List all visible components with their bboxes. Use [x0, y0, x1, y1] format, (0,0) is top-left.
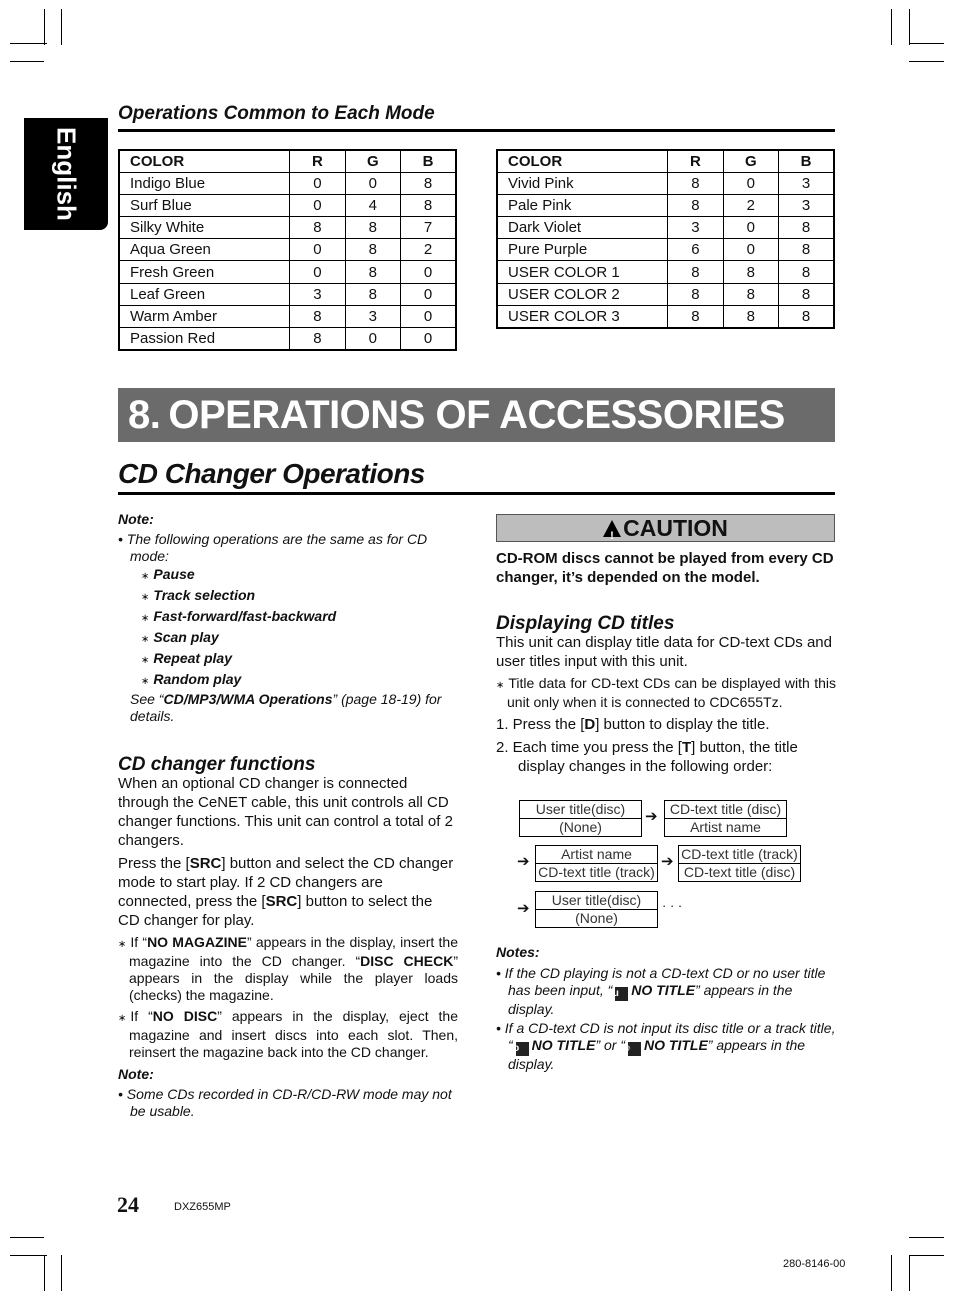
- title-rule: [118, 492, 835, 495]
- ast2-bold: NO DISC: [152, 1008, 218, 1024]
- table-header: COLOR: [497, 150, 668, 172]
- crop-mark: [909, 43, 944, 44]
- op-item: ∗ Repeat play: [118, 649, 458, 670]
- diagram-line: CD-text title (disc): [679, 863, 800, 881]
- table-cell: 8: [668, 305, 723, 327]
- n1-a: If the CD playing is not a CD-text CD or no user title has been input, “: [504, 965, 826, 998]
- step2-a: 2. Each time you press the [: [496, 739, 682, 756]
- step1-a: 1. Press the [: [496, 716, 585, 733]
- step2-b: ] button, the title display changes in the following order:: [518, 739, 798, 775]
- table-row: [119, 283, 456, 305]
- table-cell: 0: [723, 217, 778, 239]
- para2-a: Press the [: [118, 855, 190, 872]
- table-cell: 8: [345, 217, 400, 239]
- see-bold: CD/MP3/WMA Operations: [163, 691, 333, 707]
- arrow-right-icon: ➔: [517, 853, 530, 870]
- table-cell: 8: [723, 261, 778, 283]
- crop-mark: [909, 1255, 944, 1256]
- table-header-row: [119, 150, 456, 172]
- titles-heading: Displaying CD titles: [496, 613, 675, 634]
- table-cell: 8: [401, 194, 456, 216]
- disc-icon: o: [516, 1042, 529, 1056]
- table-cell: Fresh Green: [119, 261, 290, 283]
- table-cell: 8: [723, 283, 778, 305]
- section-header: Operations Common to Each Mode: [118, 103, 435, 124]
- op-item: ∗ Pause: [118, 565, 458, 586]
- ast2-b: ” appears in the display, eject the magazine and insert discs into each slot. Then, reinsert the magazine back into the CD changer.: [129, 1008, 458, 1060]
- music-note-icon: ♪: [628, 1042, 641, 1056]
- table-cell: 3: [779, 194, 834, 216]
- table-cell: Aqua Green: [119, 239, 290, 261]
- table-cell: 8: [668, 283, 723, 305]
- op-item: ∗ Fast-forward/fast-backward: [118, 607, 458, 628]
- note-item: • If a CD-text CD is not input its disc title or a track title, “o NO TITLE” or “♪ NO TITLE” appears in the display.: [496, 1020, 836, 1072]
- crop-mark: [10, 1255, 47, 1256]
- step-1: [496, 715, 836, 734]
- table-cell: 0: [290, 172, 345, 194]
- note-text: • The following operations are the same as for CD mode:: [118, 531, 428, 564]
- document-code: 280-8146-00: [783, 1258, 846, 1270]
- arrow-right-icon: ➔: [661, 853, 674, 870]
- n2-mid: ” or “: [595, 1037, 626, 1053]
- table-row: [497, 283, 834, 305]
- table-cell: 0: [401, 283, 456, 305]
- table-cell: 0: [345, 328, 400, 350]
- para2-c: ] button to select the CD changer for play.: [118, 893, 433, 929]
- table-header: G: [723, 150, 778, 172]
- table-cell: 8: [401, 172, 456, 194]
- table-cell: 8: [723, 305, 778, 327]
- table-cell: Indigo Blue: [119, 172, 290, 194]
- left-column: [118, 510, 458, 1120]
- diagram-line: (None): [536, 909, 657, 927]
- language-tab-label: English: [51, 127, 82, 221]
- asterisk-note: ∗ If “NO MAGAZINE” appears in the display, insert the magazine into the CD changer. “DISC CHECK” appears in the display while the player loads (checks) the magazine.: [118, 934, 458, 1003]
- table-cell: 0: [290, 194, 345, 216]
- table-cell: 3: [668, 217, 723, 239]
- table-header: COLOR: [119, 150, 290, 172]
- color-table-right: [496, 149, 835, 329]
- ast1-b: ” appears in the display, insert the magazine into the CD changer. “: [129, 934, 458, 969]
- step-2: [496, 738, 836, 776]
- table-cell: 3: [345, 305, 400, 327]
- page-number: 24: [117, 1192, 139, 1217]
- diagram-box: [664, 800, 787, 837]
- table-cell: Pure Purple: [497, 239, 668, 261]
- caution-title: CAUTION: [623, 515, 728, 541]
- n2-bold2: NO TITLE: [644, 1037, 708, 1053]
- ast1-bold2: DISC CHECK: [360, 953, 454, 969]
- diagram-line: Artist name: [561, 846, 632, 862]
- n2-bold1: NO TITLE: [531, 1037, 596, 1053]
- diagram-box: [535, 891, 658, 928]
- table-row: [119, 261, 456, 283]
- ast1-bold1: NO MAGAZINE: [147, 934, 247, 950]
- table-row: [497, 172, 834, 194]
- note-text: • Some CDs recorded in CD-R/CD-RW mode may not be usable.: [118, 1086, 452, 1119]
- table-cell: Pale Pink: [497, 194, 668, 216]
- table-cell: 0: [723, 239, 778, 261]
- table-cell: 8: [779, 283, 834, 305]
- table-cell: USER COLOR 1: [497, 261, 668, 283]
- table-cell: 7: [401, 217, 456, 239]
- crop-mark: [891, 9, 892, 45]
- table-cell: Warm Amber: [119, 305, 290, 327]
- table-cell: 8: [290, 217, 345, 239]
- crop-mark: [891, 1255, 892, 1291]
- user-title-icon: u: [615, 987, 628, 1001]
- table-row: [119, 172, 456, 194]
- table-cell: 8: [345, 239, 400, 261]
- note-label: Note:: [118, 511, 154, 527]
- table-cell: 4: [345, 194, 400, 216]
- table-cell: 0: [723, 172, 778, 194]
- diagram-line: CD-text title (track): [536, 863, 657, 881]
- table-cell: Passion Red: [119, 328, 290, 350]
- see-reference: [118, 691, 458, 725]
- crop-mark: [10, 1237, 44, 1238]
- table-cell: 3: [290, 283, 345, 305]
- notes-label: Notes:: [496, 944, 540, 960]
- para2-b: ] button and select the CD changer mode to start play. If 2 CD changers are connected, press the [: [118, 855, 454, 910]
- n1-bold: NO TITLE: [631, 982, 696, 998]
- table-cell: 8: [779, 239, 834, 261]
- language-tab: [24, 118, 108, 230]
- table-cell: 0: [290, 239, 345, 261]
- note-item: • If the CD playing is not a CD-text CD or no user title has been input, “u NO TITLE” appears in the display.: [496, 965, 826, 1017]
- table-cell: 8: [668, 172, 723, 194]
- table-cell: 0: [401, 261, 456, 283]
- asterisk-note: ∗ If “NO DISC” appears in the display, eject the magazine and insert discs into each slot. Then, reinsert the magazine back into the CD changer.: [118, 1008, 458, 1060]
- chapter-number: 8.: [128, 393, 161, 437]
- table-header: G: [345, 150, 400, 172]
- functions-para1: When an optional CD changer is connected through the CeNET cable, this unit controls all CD changer functions. This unit can control a total of 2 changers.: [118, 775, 453, 849]
- ast2-a: If “: [130, 1008, 153, 1024]
- functions-para2: [118, 854, 458, 930]
- diagram-ellipsis: · · ·: [662, 898, 683, 913]
- crop-mark: [10, 43, 47, 44]
- see-pre: See “: [130, 691, 164, 707]
- d-key: D: [584, 716, 596, 733]
- crop-mark: [909, 1237, 944, 1238]
- table-row: [119, 305, 456, 327]
- diagram-line: (None): [520, 818, 641, 836]
- crop-mark: [61, 1255, 62, 1291]
- table-header-row: [497, 150, 834, 172]
- ast1-c: ” appears in the display while the player loads (checks) the magazine.: [129, 953, 458, 1003]
- table-cell: 8: [290, 328, 345, 350]
- table-cell: USER COLOR 2: [497, 283, 668, 305]
- table-cell: 8: [290, 305, 345, 327]
- table-cell: USER COLOR 3: [497, 305, 668, 327]
- table-row: [497, 239, 834, 261]
- crop-mark: [61, 9, 62, 45]
- asterisk-note: ∗ Title data for CD-text CDs can be displayed with this unit only when it is connected to CDC655Tz.: [496, 675, 836, 710]
- src-key: SRC: [189, 855, 222, 872]
- src-key: SRC: [265, 893, 298, 910]
- table-cell: 8: [779, 261, 834, 283]
- chapter-banner: [118, 388, 835, 442]
- crop-mark: [44, 9, 45, 45]
- table-cell: Silky White: [119, 217, 290, 239]
- table-cell: 8: [779, 217, 834, 239]
- table-row: [119, 239, 456, 261]
- table-header: B: [779, 150, 834, 172]
- table-cell: Vivid Pink: [497, 172, 668, 194]
- table-row: [119, 217, 456, 239]
- table-row: [497, 194, 834, 216]
- table-cell: 2: [401, 239, 456, 261]
- crop-mark: [909, 9, 910, 45]
- crop-mark: [909, 61, 944, 62]
- ast1-a: If “: [130, 934, 148, 950]
- diagram-box: [535, 845, 658, 882]
- table-cell: 0: [401, 305, 456, 327]
- table-cell: 0: [290, 261, 345, 283]
- table-cell: 8: [779, 305, 834, 327]
- model-number: DXZ655MP: [174, 1201, 231, 1213]
- table-row: [497, 261, 834, 283]
- table-row: [497, 305, 834, 327]
- table-cell: 8: [668, 261, 723, 283]
- page-title: CD Changer Operations: [118, 458, 425, 489]
- n2-a: If a CD-text CD is not input its disc title or a track title, “: [504, 1020, 836, 1053]
- diagram-line: User title(disc): [551, 892, 642, 908]
- notes-block: [496, 943, 836, 1073]
- note2-text: Some CDs recorded in CD-R/CD-RW mode may not be usable.: [126, 1086, 452, 1119]
- functions-heading: CD changer functions: [118, 754, 316, 775]
- op-item: ∗ Track selection: [118, 586, 458, 607]
- diagram-line: Artist name: [665, 818, 786, 836]
- crop-mark: [10, 61, 44, 62]
- diagram-line: CD-text title (disc): [669, 801, 782, 817]
- arrow-right-icon: ➔: [517, 900, 530, 917]
- arrow-right-icon: ➔: [645, 808, 658, 825]
- color-table-left: [118, 149, 457, 351]
- see-post: ” (page 18-19) for details.: [130, 691, 442, 724]
- table-row: [119, 328, 456, 350]
- caution-text: CD-ROM discs cannot be played from every CD changer, it’s depended on the model.: [496, 550, 834, 586]
- note-label: Note:: [118, 1066, 154, 1082]
- table-header: B: [401, 150, 456, 172]
- right-column: [496, 549, 836, 780]
- step1-b: ] button to display the title.: [595, 716, 770, 733]
- table-row: [497, 217, 834, 239]
- crop-mark: [909, 1255, 910, 1291]
- section-rule: [118, 129, 835, 132]
- diagram-line: User title(disc): [535, 801, 626, 817]
- table-cell: 3: [779, 172, 834, 194]
- diagram-box: [519, 800, 642, 837]
- titles-ast: Title data for CD-text CDs can be displayed with this unit only when it is connected to CDC655Tz.: [507, 675, 836, 710]
- table-cell: 0: [345, 172, 400, 194]
- table-cell: 2: [723, 194, 778, 216]
- table-cell: Dark Violet: [497, 217, 668, 239]
- table-cell: Surf Blue: [119, 194, 290, 216]
- chapter-title: OPERATIONS OF ACCESSORIES: [168, 393, 785, 437]
- crop-mark: [44, 1255, 45, 1291]
- n1-b: ” appears in the display.: [508, 982, 793, 1017]
- op-item: ∗ Random play: [118, 670, 458, 691]
- table-header: R: [668, 150, 723, 172]
- t-key: T: [681, 739, 692, 756]
- titles-intro: This unit can display title data for CD-text CDs and user titles input with this unit.: [496, 634, 832, 670]
- table-cell: 0: [401, 328, 456, 350]
- table-header: R: [290, 150, 345, 172]
- table-row: [119, 194, 456, 216]
- warning-icon: !: [603, 520, 621, 537]
- table-cell: 6: [668, 239, 723, 261]
- op-item: ∗ Scan play: [118, 628, 458, 649]
- table-cell: 8: [345, 283, 400, 305]
- table-cell: Leaf Green: [119, 283, 290, 305]
- table-cell: 8: [668, 194, 723, 216]
- diagram-box: [678, 845, 801, 882]
- n2-b: ” appears in the display.: [508, 1037, 806, 1072]
- diagram-line: CD-text title (track): [681, 846, 798, 862]
- note-text-content: The following operations are the same as for CD mode:: [126, 531, 428, 564]
- caution-banner: [496, 514, 835, 542]
- table-cell: 8: [345, 261, 400, 283]
